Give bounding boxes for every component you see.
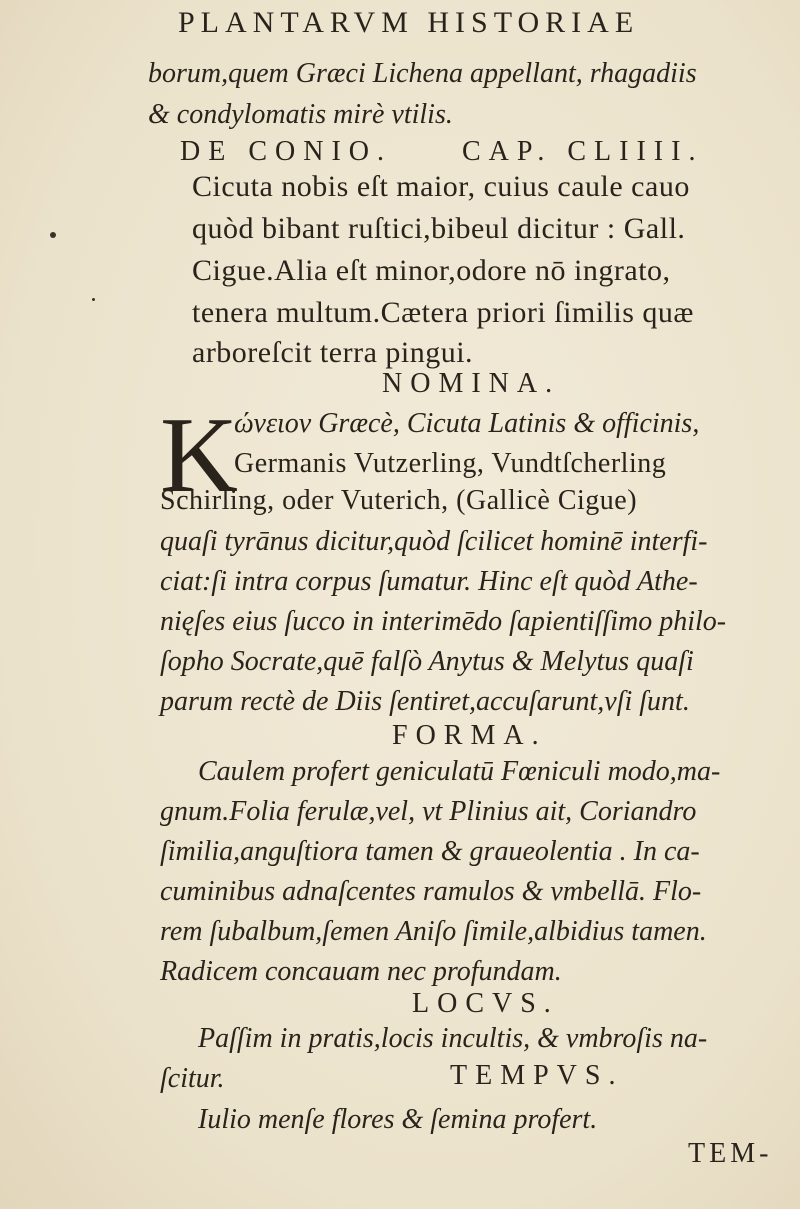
intro-line: Cigue.Alia eſt minor,odore nō ingrato,	[192, 254, 671, 287]
forma-line: Radicem concauam nec profundam.	[160, 956, 562, 987]
nomina-line: ώνειον Græcè, Cicuta Latinis & officinis,	[234, 408, 700, 439]
catchword: TEM-	[688, 1138, 773, 1169]
intro-line: Cicuta nobis eſt maior, cuius caule cauo	[192, 170, 690, 203]
nomina-line: Schirling, oder Vuterich, (Gallicè Cigue)	[160, 485, 638, 516]
tempus-line: Iulio menſe flores & ſemina profert.	[198, 1104, 598, 1135]
forma-line: ſimilia,anguſtiora tamen & graueolentia . In ca-	[160, 836, 700, 867]
nomina-line: ciat:ſi intra corpus ſumatur. Hinc eſt quòd Athe-	[160, 566, 698, 597]
nomina-line: Germanis Vutzerling, Vundtſcherling	[234, 448, 667, 479]
drop-cap: K	[160, 396, 238, 515]
nomina-line: ſopho Socrate,quē falſò Anytus & Melytus quaſi	[160, 646, 694, 677]
intro-line: arboreſcit terra pingui.	[192, 336, 474, 369]
ink-spot	[50, 232, 56, 238]
nomina-line: quaſi tyrānus dicitur,quòd ſcilicet hominē interfi-	[160, 526, 708, 557]
ink-spot	[92, 298, 95, 301]
chapter-number: CAP. CLIIII.	[462, 136, 704, 167]
prev-paragraph-line: & condylomatis mirè vtilis.	[148, 99, 453, 130]
running-header: PLANTARVM HISTORIAE	[178, 6, 640, 39]
intro-line: quòd bibant ruſtici,bibeul dicitur : Gall.	[192, 212, 686, 245]
nomina-line: nięſes eius ſucco in interimēdo ſapientiſſimo philo-	[160, 606, 727, 637]
forma-line: gnum.Folia ferulæ,vel, vt Plinius ait, Coriandro	[160, 796, 697, 827]
section-heading-nomina: NOMINA.	[382, 368, 561, 399]
forma-line: cuminibus adnaſcentes ramulos & vmbellā. Flo-	[160, 876, 702, 907]
prev-paragraph-line: borum,quem Græci Lichena appellant, rhagadiis	[148, 58, 697, 89]
forma-line: rem ſubalbum,ſemen Aniſo ſimile,albidius tamen.	[160, 916, 707, 947]
section-heading-locus: LOCVS.	[412, 988, 559, 1019]
intro-line: tenera multum.Cætera priori ſimilis quæ	[192, 296, 694, 329]
nomina-line: parum rectè de Diis ſentiret,accuſarunt,vſi ſunt.	[160, 686, 690, 717]
chapter-title: DE CONIO.	[180, 136, 392, 167]
locus-line: ſcitur.	[160, 1063, 225, 1094]
section-heading-tempus: TEMPVS.	[450, 1060, 624, 1091]
forma-line: Caulem profert geniculatū Fœniculi modo,ma-	[198, 756, 721, 787]
section-heading-forma: FORMA.	[392, 720, 547, 751]
locus-line: Paſſim in pratis,locis incultis, & vmbroſis na-	[198, 1023, 708, 1054]
